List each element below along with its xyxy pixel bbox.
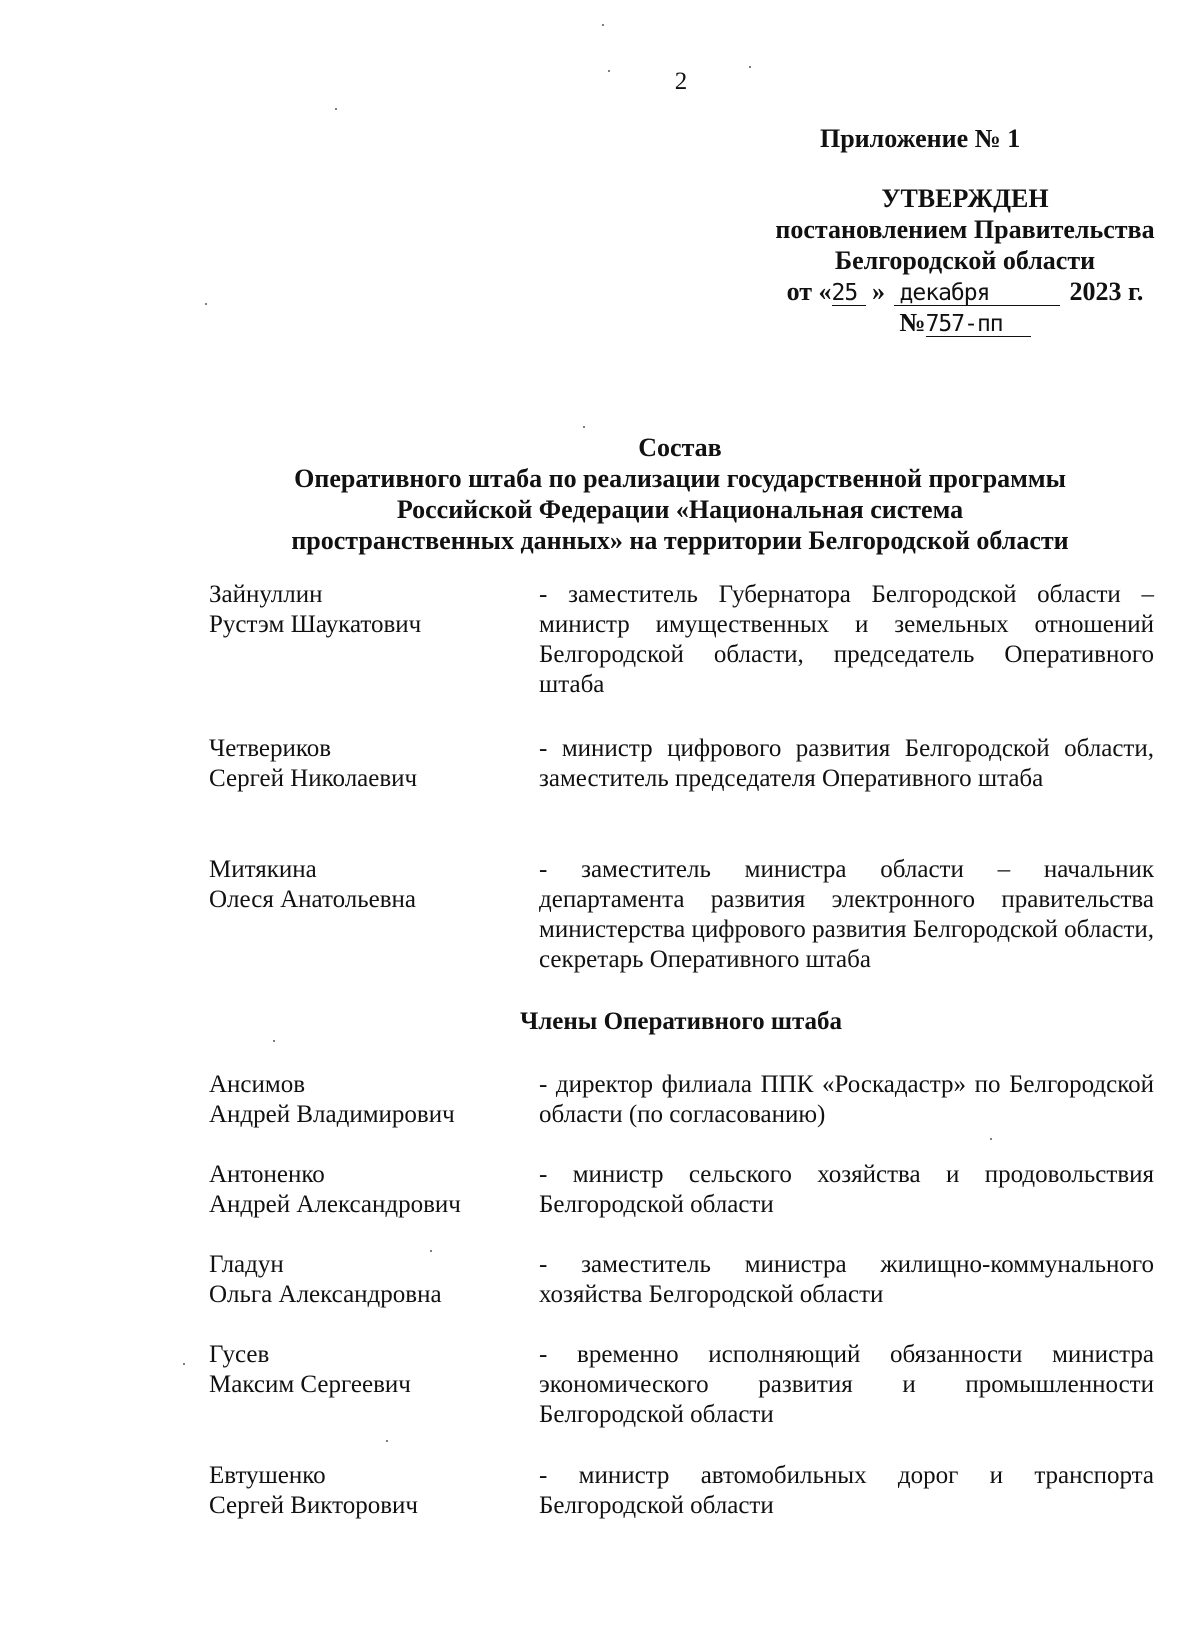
person-role: - министр автомобильных дорог и транспорта Белгородской области <box>539 1462 1154 1519</box>
person-role: - временно исполняющий обязанности министра экономического развития и промышленности Белгородской области <box>539 1341 1154 1428</box>
person-role: - директор филиала ППК «Роскадастр» по Белгородской области (по согласованию) <box>539 1071 1154 1128</box>
scan-speck <box>749 66 751 68</box>
date-month-handwritten: декабря <box>894 281 1060 306</box>
person-surname: Зайнуллин <box>209 581 323 608</box>
person-surname: Антоненко <box>209 1161 325 1188</box>
person-role: - заместитель министра области – начальник департамента развития электронного правительства министерства цифрового развития Белгородской области, секретарь Оперативного штаба <box>539 856 1154 973</box>
person-given-name: Андрей Владимирович <box>209 1101 455 1128</box>
person-surname: Четвериков <box>209 735 332 762</box>
person-name <box>209 734 539 794</box>
person-name <box>209 1070 539 1130</box>
approval-number-line <box>700 307 1200 338</box>
scan-speck <box>183 1363 185 1365</box>
person-name <box>209 1461 539 1521</box>
person-given-name: Ольга Александровна <box>209 1281 442 1308</box>
person-name <box>209 1250 539 1310</box>
scan-speck <box>205 303 207 305</box>
person-given-name: Рустэм Шаукатович <box>209 611 422 638</box>
scan-speck <box>608 70 610 72</box>
person-surname: Евтушенко <box>209 1462 326 1489</box>
scan-speck <box>602 24 604 26</box>
scan-speck <box>335 108 337 110</box>
person-given-name: Олеся Анатольевна <box>209 886 416 913</box>
person-role: - министр сельского хозяйства и продовольствия Белгородской области <box>539 1161 1154 1218</box>
document-title <box>150 432 1200 556</box>
person-surname: Ансимов <box>209 1071 306 1098</box>
person-given-name: Андрей Александрович <box>209 1191 461 1218</box>
approval-date-line <box>700 276 1200 307</box>
date-year: 2023 г. <box>1069 277 1144 306</box>
approval-line-region: Белгородской области <box>834 246 1096 275</box>
person-surname: Митякина <box>209 856 317 883</box>
members-heading: Члены Оперативного штаба <box>519 1008 843 1035</box>
person-role: - заместитель Губернатора Белгородской области – министр имущественных и земельных отношений Белгородской области, председатель Оперативного штаба <box>539 581 1154 698</box>
title-line-4: пространственных данных» на территории Белгородской области <box>291 526 1069 555</box>
number-handwritten: 757-пп <box>926 312 1031 337</box>
approval-block <box>700 183 1200 338</box>
scan-speck <box>583 426 585 428</box>
appendix-label: Приложение № 1 <box>820 124 1021 153</box>
title-line-2: Оперативного штаба по реализации государственной программы <box>294 464 1066 493</box>
person-name <box>209 580 539 640</box>
person-name <box>209 1160 539 1220</box>
approval-line-approved: УТВЕРЖДЕН <box>881 184 1049 213</box>
scan-speck <box>990 1138 992 1140</box>
person-given-name: Максим Сергеевич <box>209 1371 411 1398</box>
scan-speck <box>430 1250 432 1252</box>
scan-speck <box>273 1040 275 1042</box>
person-given-name: Сергей Викторович <box>209 1492 418 1519</box>
approval-line-resolution: постановлением Правительства <box>775 215 1155 244</box>
scan-speck <box>386 1440 388 1442</box>
date-prefix: от « <box>786 277 832 306</box>
person-role: - заместитель министра жилищно-коммунального хозяйства Белгородской области <box>539 1251 1154 1308</box>
date-mid: » <box>865 277 892 306</box>
title-line-1: Состав <box>638 433 722 462</box>
person-name <box>209 1340 539 1400</box>
person-role: - министр цифрового развития Белгородской области, заместитель председателя Оперативного штаба <box>539 735 1154 792</box>
person-name <box>209 855 539 915</box>
person-given-name: Сергей Николаевич <box>209 765 418 792</box>
person-surname: Гладун <box>209 1251 284 1278</box>
number-prefix: № <box>899 308 926 337</box>
page-number: 2 <box>674 68 688 95</box>
date-day-handwritten: 25 <box>832 281 866 306</box>
person-surname: Гусев <box>209 1341 270 1368</box>
title-line-3: Российской Федерации «Национальная система <box>396 495 964 524</box>
